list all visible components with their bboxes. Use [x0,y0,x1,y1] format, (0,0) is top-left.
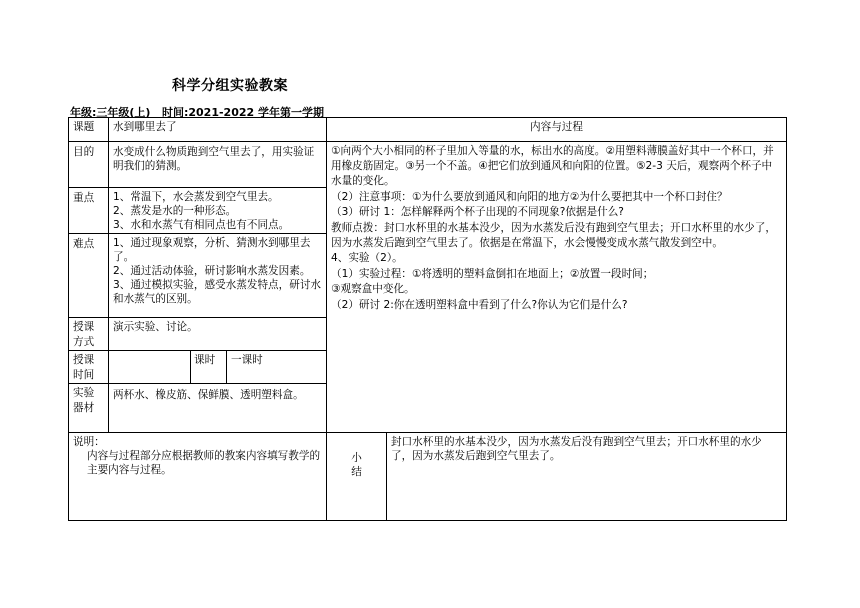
key-label: 重点 [69,188,108,234]
difficulty-points [109,234,326,318]
key-points [109,188,326,234]
process-line-2: （2）注意事项：①为什么要放到通风和向阳的地方②为什么要把其中一个杯口封住？ [331,190,728,203]
process-line-6: （1）实验过程：①将透明的塑料盒倒扣在地面上；②放置一段时间； [331,267,654,280]
difficulty-point-1: 1、通过现象观察，分析、猜测水到哪里去了。 [113,236,311,263]
process-line-3: （3）研讨 1：怎样解释两个杯子出现的不同现象?依据是什么? [331,206,624,219]
goal-label: 目的 [69,142,108,188]
document-title: 科学分组实验教案 [172,78,288,94]
process-line-4: 教师点拨：封口水杯里的水基本没少，因为水蒸发后没有跑到空气里去；开口水杯里的水少了，因为水蒸发后跑到空气里去了。依据是在常温下，水会慢慢变成水蒸气散发到空中。 [331,221,776,250]
summary-label-2: 结 [351,466,362,479]
materials-label [69,384,108,413]
time-label: 时间:2021-2022 学年第一学期 [161,106,324,119]
topic-label: 课题 [69,118,109,142]
label-column [69,141,109,433]
process-line-5: 4、实验（2）。 [331,252,403,265]
method-label-1: 授课 [73,320,95,333]
hours-label-1: 授课 [73,353,95,366]
method-value: 演示实验、讨论。 [109,318,326,351]
difficulty-label: 难点 [69,234,108,318]
info-column [109,141,327,433]
summary-label [327,433,387,521]
grade-label: 年级:三年级(上) [70,106,151,119]
content-header: 内容与过程 [327,118,787,142]
hours-label [69,351,108,384]
materials-label-2: 器材 [73,401,95,414]
method-label [69,318,108,351]
process-content [327,141,787,433]
topic-value: 水到哪里去了 [109,118,327,142]
materials-value: 两杯水、橡皮筋、保鲜膜、透明塑料盒。 [113,388,304,401]
process-line-8: （2）研讨 2:你在透明塑料盒中看到了什么?你认为它们是什么? [331,298,628,311]
period-label: 课时 [191,351,227,383]
lesson-plan-table [68,117,787,521]
key-point-1: 1、常温下，水会蒸发到空气里去。 [113,190,279,203]
process-line-1: ①向两个大小相同的杯子里加入等量的水，标出水的高度。②用塑料薄膜盖好其中一个杯口，并用橡皮筋固定。③另一个不盖。④把它们放到通风和向阳的位置。⑤2-3 天后，观察两个杯子中水量的变化。 [331,144,774,188]
process-line-7: ③观察盒中变化。 [331,283,415,296]
difficulty-point-3: 3、通过模拟实验，感受水蒸发特点，研讨水和水蒸气的区别。 [113,278,322,305]
period-value: 一课时 [231,353,263,366]
method-label-2: 方式 [73,335,95,348]
hours-row [109,351,326,384]
difficulty-point-2: 2、通过活动体验，研讨影响水蒸发因素。 [113,264,311,277]
hours-label-2: 时间 [73,368,95,381]
key-point-3: 3、水和水蒸气有相同点也有不同点。 [113,218,290,231]
summary-label-1: 小 [351,452,362,465]
summary-text: 封口水杯里的水基本没少，因为水蒸发后没有跑到空气里去；开口水杯里的水少了，因为水蒸发后跑到空气里去了。 [387,433,787,521]
note-label: 说明： [73,436,105,449]
note-text: 内容与过程部分应根据教师的教案内容填写教学的主要内容与过程。 [87,450,321,477]
key-point-2: 2、蒸发是水的一种形态。 [113,204,237,217]
goal-value: 水变成什么物质跑到空气里去了，用实验证明我们的猜测。 [109,142,326,188]
materials-label-1: 实验 [73,386,95,399]
note-cell [69,433,327,521]
